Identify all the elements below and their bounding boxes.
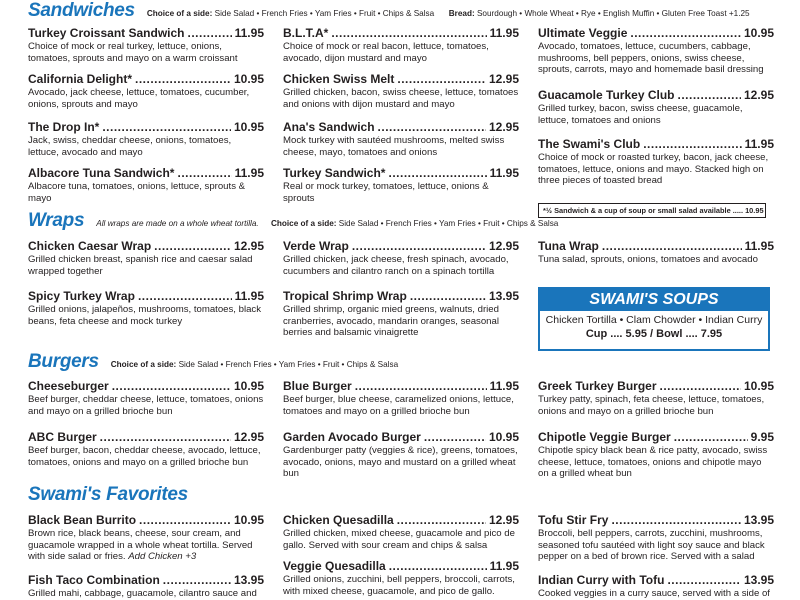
item-price: 11.95 (489, 559, 519, 573)
item-name: Spicy Turkey Wrap (28, 289, 135, 303)
item-description: Albacore tuna, tomatoes, onions, lettuce, sprouts & mayo (28, 181, 246, 204)
item-description: Cooked veggies in a curry sauce, served with a side of (538, 588, 770, 599)
menu-item-tuna-wrap (538, 239, 774, 266)
item-description: Beef burger, cheddar cheese, lettuce, tomatoes, onions and mayo on a grilled brioche bun (28, 394, 264, 417)
item-price: 13.95 (488, 289, 519, 303)
menu-item-blue-burger (283, 379, 519, 417)
item-price: 12.95 (488, 513, 519, 527)
item-name: The Drop In* (28, 120, 100, 134)
half-sandwich-promo: *½ Sandwich & a cup of soup or small salad available ..... 10.95 (538, 203, 766, 218)
item-description: Beef burger, blue cheese, caramelized onions, lettuce, tomatoes and mayo on a grilled brioche bun (283, 394, 514, 417)
item-description: Choice of mock or real bacon, lettuce, tomatoes, avocado, dijon mustard and mayo (283, 41, 489, 64)
item-description: Avocado, jack cheese, lettuce, tomatoes, cucumber, onions, sprouts and mayo (28, 87, 250, 110)
burgers-side-options (111, 360, 398, 369)
sandwiches-header (28, 0, 750, 22)
item-name: Ultimate Veggie (538, 26, 628, 40)
item-name: Chicken Swiss Melt (283, 72, 395, 86)
item-name: Verde Wrap (283, 239, 349, 253)
menu-item-indian-curry-tofu (538, 573, 774, 600)
item-name: Indian Curry with Tofu (538, 573, 665, 587)
item-price: 10.95 (233, 513, 264, 527)
item-price: 12.95 (488, 120, 519, 134)
item-price: 11.95 (234, 166, 264, 180)
burgers-header (28, 351, 398, 373)
item-price: 11.95 (489, 166, 519, 180)
item-description: Grilled onions, jalapeños, mushrooms, tomatoes, black beans, feta cheese and mock turkey (28, 304, 262, 327)
choice-label: Choice of a side: (110, 360, 177, 369)
item-description: Grilled chicken, mixed cheese, guacamole and pico de gallo. Served with sour cream and chips & salsa (283, 528, 515, 551)
item-description-text: Brown rice, black beans, cheese, sour cream, and guacamole wrapped in a whole wheat tortilla. Served with side salad or fries. (28, 528, 253, 563)
item-description: Tuna salad, sprouts, onions, tomatoes and avocado (538, 254, 758, 265)
item-price: 12.95 (488, 239, 519, 253)
menu-item-chicken-quesadilla (283, 513, 519, 551)
item-name: Veggie Quesadilla (283, 559, 386, 573)
item-price: 12.95 (488, 72, 519, 86)
soups-title: SWAMI'S SOUPS (540, 289, 768, 311)
choice-options: Side Salad • French Fries • Yam Fries • Fruit • Chips & Salsa (338, 219, 559, 228)
menu-item-blta (283, 26, 519, 64)
menu-item-fish-taco (28, 573, 264, 600)
item-name: Albacore Tuna Sandwich* (28, 166, 175, 180)
item-description: Beef burger, bacon, cheddar cheese, avocado, lettuce, tomatoes, onions and mayo on a grilled brioche bun (28, 445, 261, 468)
item-name: Black Bean Burrito (28, 513, 137, 527)
menu-item-cheeseburger (28, 379, 264, 417)
item-price: 12.95 (743, 88, 774, 102)
wraps-header (28, 210, 558, 232)
menu-item-albacore-tuna (28, 166, 264, 204)
item-name: Cheeseburger (28, 379, 109, 393)
menu-item-swamis-club (538, 137, 774, 187)
item-name: Greek Turkey Burger (538, 379, 657, 393)
menu-item-garden-avocado-burger (283, 430, 519, 480)
item-price: 11.95 (744, 137, 774, 151)
item-price: 10.95 (233, 120, 264, 134)
item-price: 11.95 (234, 26, 264, 40)
choice-options: Side Salad • French Fries • Yam Fries • Fruit • Chips & Salsa (178, 360, 399, 369)
item-description: Grilled mahi, cabbage, guacamole, cilantro sauce and (28, 588, 257, 599)
burgers-title: Burgers (28, 351, 99, 372)
item-price: 10.95 (488, 430, 519, 444)
menu-item-veggie-quesadilla (283, 559, 519, 597)
item-name: Chipotle Veggie Burger (538, 430, 671, 444)
item-price: 11.95 (489, 379, 519, 393)
item-price: 9.95 (750, 430, 774, 444)
item-name: Turkey Croissant Sandwich (28, 26, 185, 40)
sandwiches-side-options (147, 9, 750, 18)
item-name: Chicken Caesar Wrap (28, 239, 152, 253)
menu-item-tropical-shrimp-wrap (283, 289, 519, 339)
item-description: Choice of mock or roasted turkey, bacon, jack cheese, tomatoes, lettuce, onions and mayo. Stacked high on three pieces of toasted bread (538, 152, 769, 187)
item-name: Chicken Quesadilla (283, 513, 394, 527)
item-description: Grilled shrimp, organic mied greens, walnuts, dried cranberries, avocado, mandarin oranges, seasonal berries and balsamic vinaigrette (283, 304, 499, 339)
item-price: 11.95 (234, 289, 264, 303)
item-price: 11.95 (744, 239, 774, 253)
menu-item-chicken-swiss-melt (283, 72, 519, 110)
menu-item-greek-turkey-burger (538, 379, 774, 417)
menu-item-spicy-turkey-wrap (28, 289, 264, 327)
item-name: Guacamole Turkey Club (538, 88, 675, 102)
item-price: 11.95 (489, 26, 519, 40)
item-description: Choice of mock or real turkey, lettuce, onions, tomatoes, sprouts and mayo on a warm croissant (28, 41, 238, 64)
soups-list: Chicken Tortilla • Clam Chowder • Indian Curry (545, 314, 763, 326)
item-description: Gardenburger patty (veggies & rice), greens, tomatoes, avocado, onions, mayo and mustard on a grilled wheat bun (283, 445, 518, 480)
choice-label: Choice of a side: (146, 9, 213, 18)
item-description: Broccoli, bell peppers, carrots, zucchini, mushrooms, seasoned tofu sautéed with light soy sauce and black pepper on a bed of brown rice. Served with a salad (538, 528, 765, 563)
item-name: Blue Burger (283, 379, 352, 393)
item-addon: Add Chicken +3 (128, 551, 197, 563)
menu-item-black-bean-burrito (28, 513, 264, 563)
soups-price: Cup .... 5.95 / Bowl .... 7.95 (585, 328, 723, 340)
item-description: Grilled onions, zucchini, bell peppers, broccoli, carrots, with mixed cheese, guacamole, and pico de gallo. (283, 574, 515, 597)
favorites-title: Swami's Favorites (28, 484, 188, 505)
wraps-title: Wraps (28, 210, 85, 231)
wraps-note: All wraps are made on a whole wheat tortilla. (96, 219, 259, 228)
item-description: Grilled turkey, bacon, swiss cheese, guacamole, lettuce, tomatoes and onions (538, 103, 743, 126)
item-price: 10.95 (233, 72, 264, 86)
menu-item-anas-sandwich (283, 120, 519, 158)
item-price: 13.95 (743, 573, 774, 587)
item-name: Tropical Shrimp Wrap (283, 289, 407, 303)
menu-item-verde-wrap (283, 239, 519, 277)
item-price: 13.95 (233, 573, 264, 587)
bread-options: Sourdough • Whole Wheat • Rye • English Muffin • Gluten Free Toast +1.25 (476, 9, 750, 18)
menu-item-chipotle-veggie-burger (538, 430, 774, 480)
soups-box (538, 287, 770, 351)
item-description: Jack, swiss, cheddar cheese, onions, tomatoes, lettuce, avocado and mayo (28, 135, 232, 158)
item-name: Garden Avocado Burger (283, 430, 421, 444)
item-name: Turkey Sandwich* (283, 166, 386, 180)
item-description: Mock turkey with sautéed mushrooms, melted swiss cheese, mayo, tomatoes and onions (283, 135, 505, 158)
item-price: 13.95 (743, 513, 774, 527)
menu-item-abc-burger (28, 430, 264, 468)
favorites-header (28, 484, 188, 506)
item-name: Ana's Sandwich (283, 120, 375, 134)
choice-options: Side Salad • French Fries • Yam Fries • Fruit • Chips & Salsa (214, 9, 435, 18)
item-description: Turkey patty, spinach, feta cheese, lettuce, tomatoes, onions and mayo on a grilled brioche bun (538, 394, 765, 417)
menu-item-chicken-caesar-wrap (28, 239, 264, 277)
menu-item-guacamole-turkey-club (538, 88, 774, 126)
item-name: Tofu Stir Fry (538, 513, 609, 527)
choice-label: Choice of a side: (270, 219, 337, 228)
wraps-side-options (96, 219, 558, 228)
item-name: ABC Burger (28, 430, 97, 444)
bread-label: Bread: (448, 9, 475, 18)
item-description (28, 528, 264, 563)
item-description: Grilled chicken, bacon, swiss cheese, lettuce, tomatoes and onions with dijon mustard and mayo (283, 87, 519, 110)
item-name: The Swami's Club (538, 137, 641, 151)
item-price: 12.95 (233, 239, 264, 253)
menu-item-turkey-croissant (28, 26, 264, 64)
item-name: B.L.T.A* (283, 26, 329, 40)
menu-item-turkey-sandwich (283, 166, 519, 204)
item-price: 12.95 (233, 430, 264, 444)
item-name: Tuna Wrap (538, 239, 599, 253)
item-price: 10.95 (743, 26, 774, 40)
item-description: Grilled chicken, jack cheese, fresh spinach, avocado, cucumbers and cilantro ranch on a spinach tortilla (283, 254, 509, 277)
menu-item-ultimate-veggie (538, 26, 774, 76)
item-name: California Delight* (28, 72, 133, 86)
item-description: Avocado, tomatoes, lettuce, cucumbers, cabbage, mushrooms, bell peppers, onions, swiss cheese, sprouts, carrots, mayo and homemade basil dressing (538, 41, 764, 76)
item-price: 10.95 (743, 379, 774, 393)
item-price: 10.95 (233, 379, 264, 393)
menu-item-california-delight (28, 72, 264, 110)
item-description: Chipotle spicy black bean & rice patty, avocado, swiss cheese, lettuce, tomatoes, onions and chipotle mayo on a grilled wheat bun (538, 445, 768, 480)
menu-item-drop-in (28, 120, 264, 158)
item-description: Grilled chicken breast, spanish rice and caesar salad wrapped together (28, 254, 253, 277)
menu-item-tofu-stir-fry (538, 513, 774, 563)
item-description: Real or mock turkey, tomatoes, lettuce, onions & sprouts (283, 181, 489, 204)
item-name: Fish Taco Combination (28, 573, 160, 587)
sandwiches-title: Sandwiches (28, 0, 135, 21)
